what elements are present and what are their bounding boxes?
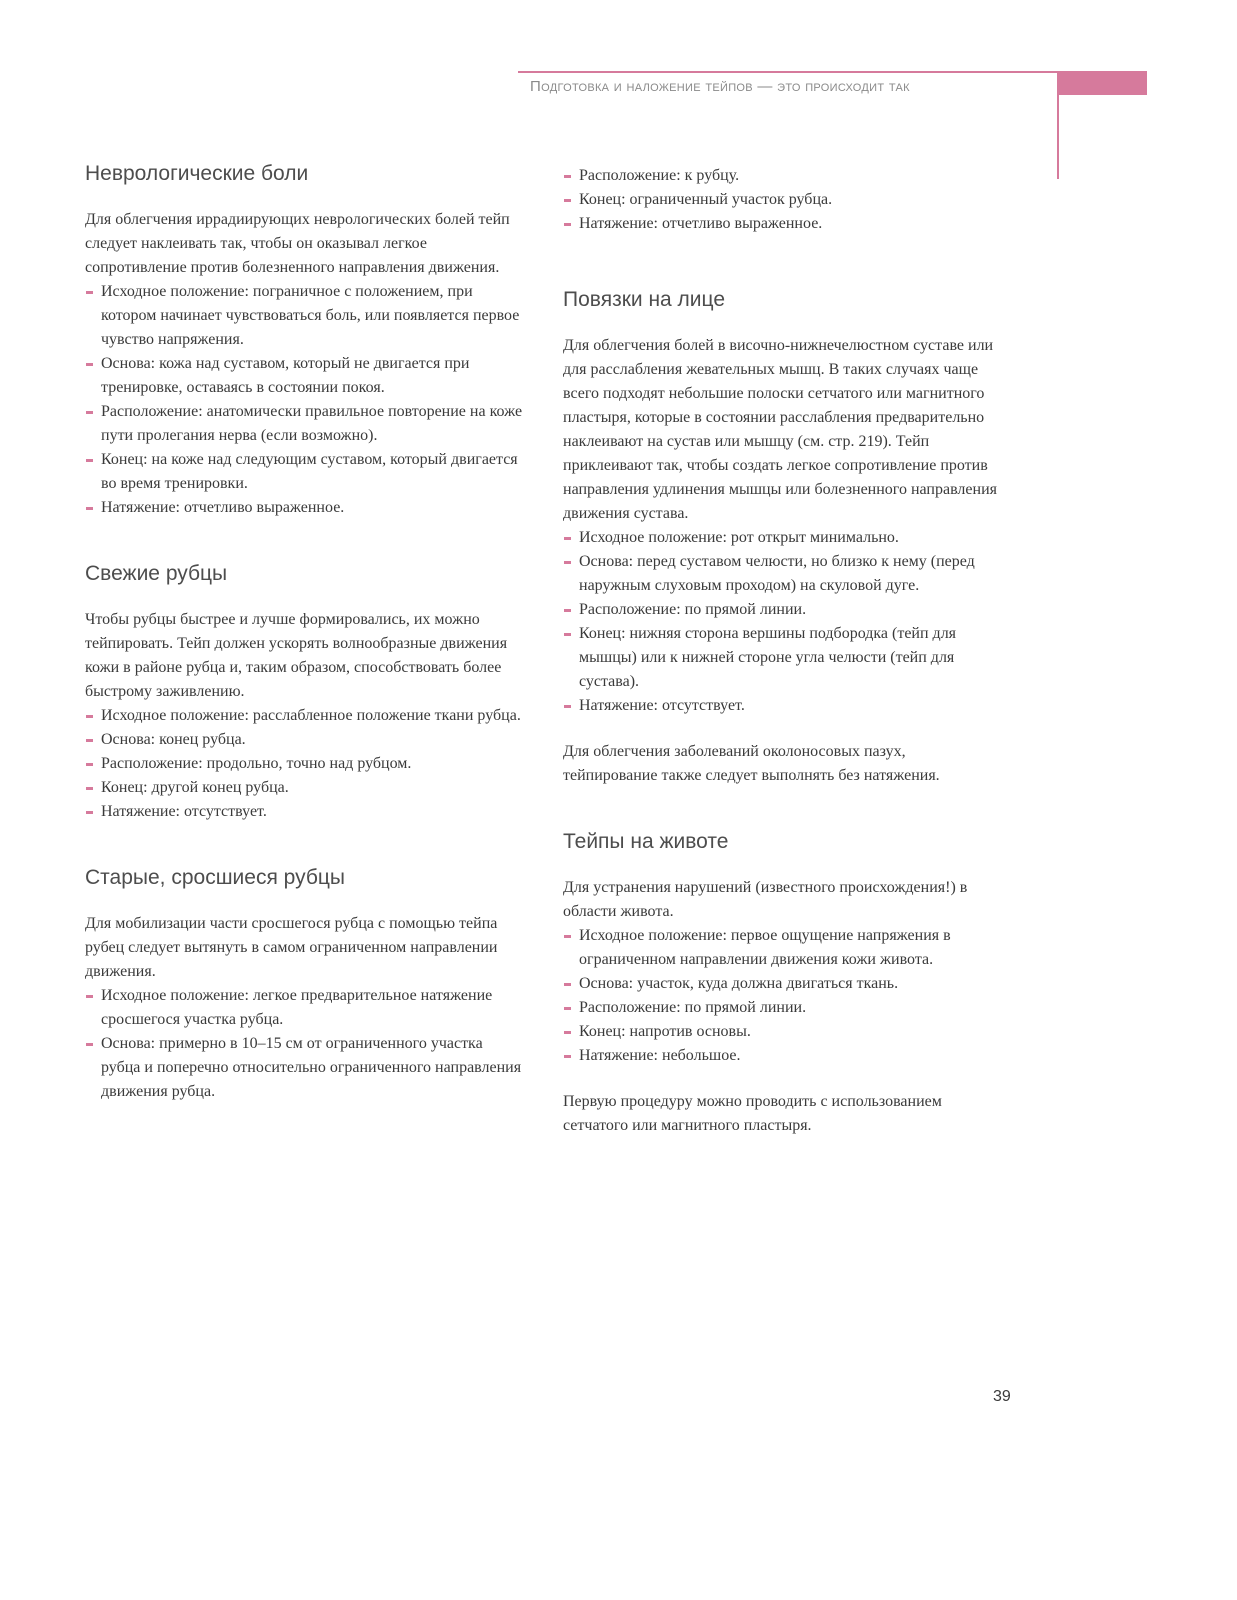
list-item: Исходное положение: легкое предварительное натяжение сросшегося участка рубца. bbox=[85, 984, 525, 1032]
list-item: Расположение: анатомически правильное повторение на коже пути пролегания нерва (если возможно). bbox=[85, 400, 525, 448]
list-item: Основа: перед суставом челюсти, но близко к нему (перед наружным слуховым проходом) на скуловой дуге. bbox=[563, 550, 1003, 598]
section-title: Повязки на лице bbox=[563, 288, 726, 311]
bullet-list bbox=[85, 704, 525, 824]
section-fresh-scars bbox=[85, 560, 525, 824]
list-item: Основа: кожа над суставом, который не двигается при тренировке, оставаясь в состоянии покоя. bbox=[85, 352, 525, 400]
section-intro: Для облегчения иррадиирующих неврологических болей тейп следует наклеивать так, чтобы он оказывал легкое сопротивление против болезненного направления движения. bbox=[85, 211, 510, 276]
list-item: Расположение: к рубцу. bbox=[563, 164, 1003, 188]
list-item: Конец: ограниченный участок рубца. bbox=[563, 188, 1003, 212]
list-item: Натяжение: отсутствует. bbox=[85, 800, 525, 824]
section-intro: Для облегчения болей в височно-нижнечелюстном суставе или для расслабления жевательных мышц. В таких случаях чаще всего подходят небольшие полоски сетчатого или магнитного пластыря, которые в состоянии расслабления предварительно наклеивают на сустав или мышцу (см. стр. 219). Тейп приклеивают так, чтобы создать легкое сопротивление против направления удлинения мышцы или болезненного направления движения сустава. bbox=[563, 337, 997, 522]
section-intro: Для устранения нарушений (известного происхождения!) в области живота. bbox=[563, 879, 968, 920]
bullet-list bbox=[563, 164, 1003, 236]
list-item: Исходное положение: первое ощущение напряжения в ограниченном направлении движения кожи живота. bbox=[563, 924, 1003, 972]
bullet-list bbox=[85, 984, 525, 1104]
section-title: Старые, сросшиеся рубцы bbox=[85, 866, 345, 889]
list-item: Основа: примерно в 10–15 см от ограниченного участка рубца и поперечно относительно ограниченного направления движения рубца. bbox=[85, 1032, 525, 1104]
section-belly-tapes bbox=[563, 828, 1003, 1138]
section-neuro-pain bbox=[85, 160, 525, 520]
list-item: Расположение: по прямой линии. bbox=[563, 996, 1003, 1020]
list-item: Конец: нижняя сторона вершины подбородка (тейп для мышцы) или к нижней стороне угла челюсти (тейп для сустава). bbox=[563, 622, 1003, 694]
list-item: Расположение: продольно, точно над рубцом. bbox=[85, 752, 525, 776]
section-title: Неврологические боли bbox=[85, 162, 309, 185]
left-column bbox=[85, 160, 525, 1144]
bullet-list bbox=[85, 280, 525, 520]
list-item: Расположение: по прямой линии. bbox=[563, 598, 1003, 622]
list-item: Исходное положение: пограничное с положением, при котором начинает чувствоваться боль, или появляется первое чувство напряжения. bbox=[85, 280, 525, 352]
list-item: Натяжение: отсутствует. bbox=[563, 694, 1003, 718]
header-rule bbox=[518, 71, 1058, 73]
section-intro: Для мобилизации части сросшегося рубца с помощью тейпа рубец следует вытянуть в самом ограниченном направлении движения. bbox=[85, 915, 498, 980]
list-item: Исходное положение: расслабленное положение ткани рубца. bbox=[85, 704, 525, 728]
section-outro: Первую процедуру можно проводить с использованием сетчатого или магнитного пластыря. bbox=[563, 1093, 942, 1134]
list-item: Натяжение: небольшое. bbox=[563, 1044, 1003, 1068]
list-item: Натяжение: отчетливо выраженное. bbox=[85, 496, 525, 520]
section-title: Тейпы на животе bbox=[563, 830, 729, 853]
section-outro: Для облегчения заболеваний околоносовых пазух, тейпирование также следует выполнять без натяжения. bbox=[563, 743, 940, 784]
list-item: Основа: конец рубца. bbox=[85, 728, 525, 752]
bullet-list bbox=[563, 526, 1003, 718]
running-head: Подготовка и наложение тейпов — это происходит так bbox=[530, 78, 910, 95]
section-title: Свежие рубцы bbox=[85, 562, 228, 585]
list-item: Основа: участок, куда должна двигаться ткань. bbox=[563, 972, 1003, 996]
list-item: Натяжение: отчетливо выраженное. bbox=[563, 212, 1003, 236]
list-item: Конец: напротив основы. bbox=[563, 1020, 1003, 1044]
section-face-bandages bbox=[563, 286, 1003, 788]
page-number: 39 bbox=[993, 1388, 1011, 1405]
continued-list bbox=[563, 164, 1003, 236]
list-item: Конец: на коже над следующим суставом, который двигается во время тренировки. bbox=[85, 448, 525, 496]
bullet-list bbox=[563, 924, 1003, 1068]
right-column bbox=[563, 164, 1003, 1178]
list-item: Конец: другой конец рубца. bbox=[85, 776, 525, 800]
list-item: Исходное положение: рот открыт минимально. bbox=[563, 526, 1003, 550]
section-intro: Чтобы рубцы быстрее и лучше формировались, их можно тейпировать. Тейп должен ускорять волнообразные движения кожи в районе рубца и, таким образом, способствовать более быстрому заживлению. bbox=[85, 611, 508, 700]
section-old-scars bbox=[85, 864, 525, 1104]
header-color-tab bbox=[1059, 71, 1147, 95]
